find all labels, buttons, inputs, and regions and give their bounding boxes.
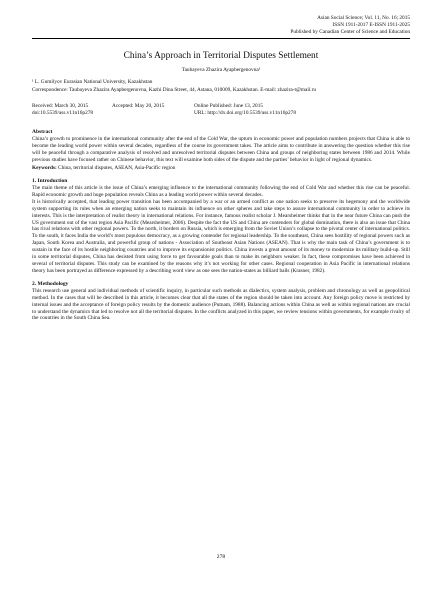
methodology-paragraph-1: This research use general and individual methods of scientific inquiry, in particular such methods as dialectics, system analysis, problem and chronology as well as geopolitical method. In the cases that will be described in this article, it becomes clear that all the states of the region should be taken into account. Any foreign policy move is restricted by internal issues and the acceptance of foreign policy results by the domestic audience (Putnam, 1988). Balancing actions within China as well as within regional nations are crucial to understand the dynamics that led to resolve not all the territorial disputes. In the conflicts analyzed in this paper, we review tensions within governments, for example rivalry of the countries in the South China Sea. — [32, 287, 410, 322]
journal-volume: Asian Social Science; Vol. 11, No. 16; 2015 — [317, 15, 410, 21]
journal-header — [32, 15, 410, 36]
abstract-heading: Abstract — [32, 129, 53, 136]
received-date: Received: March 30, 2015 — [32, 103, 89, 109]
publication-dates — [32, 103, 410, 117]
affiliation: ¹ L. Gumilyov Eurasian National University, Kazakhstan — [32, 79, 153, 85]
paper-title: China’s Approach in Territorial Disputes Settlement — [123, 51, 319, 61]
introduction-paragraph-2: It is historically accepted, that leading power transition has been accompanied by a war or an armed conflict as one nation seeks to preserve its hegemony and the worldwide system supporting its rules when an emerging nation seeks to maintain its influence on other spheres and take steps to assure international community in order to achieve its interests. This is the interpretation of realist theory in international relations. For instance, famous realist scholar J. Mearsheimer thinks that in the near future China can push the US government out of the vast region Asia Pacific (Mearsheimer, 2006). Despite the fact the US and China are contenders for global domination, there is also an issue that China has rival relations with other regional powers. To the north, it borders on Russia, which is emerging from the Soviet Union’s collapse to the pivotal center of international politics. To the south, it faces India the world’s most populous democracy, as a growing contender for regional leadership. To the southeast, China sees hostility of regional powers such as Japan, South Korea and Australia, and powerful group of nations - Association of Southeast Asian Nations (ASEAN). That is why the main task of China’s government is to sustain in the face of its hostile neighboring countries and to improve its expansionist politics. China invests a great amount of its money to modernize its military build-up. Still in some territorial disputes, China has desisted from using force to get favourable goals than to make its neighbors weaker. In fact, these compromises have been achieved in several of territorial disputes. This study can be examined by the reasons why it’s not working for other cases. Regional cooperation in Asia Pacific in international relations theory has been portrayed as difference expressed by a describing word view as one sees the nation-states as billiard balls (Krasner, 1982). — [32, 198, 410, 274]
keywords-label: Keywords: — [32, 165, 57, 172]
abstract-text: China’s growth to prominence in the international community after the end of the Cold War, the upturn in economic power and population numbers projects that China is able to become the leading world power within several decades, regardless of the course its government takes. The article aims to contribute in answering the question whether this rise will be peaceful through a comparative analysis of resolved and unresolved territorial disputes between China and groups of neighboring states between 1986 and 2014. While previous studies have focused rather on Chinese behavior, this text will examine both sides of the dispute and the parties’ behavior in light of regional dynamics. — [32, 136, 410, 164]
doi-url-link[interactable]: URL: http://dx.doi.org/10.5539/ass.v11n16p278 — [194, 110, 296, 117]
accepted-date: Accepted: May 20, 2015 — [112, 103, 165, 109]
introduction-paragraph-1: The main theme of this article is the issue of China’s emerging influence to the international community following the end of Cold War and whether this rise can be peaceful. Rapid economic growth and huge population reveals China as a leading world power within several decades. — [32, 185, 410, 198]
correspondence: Correspondence: Taubayeva Zhazira Ayapbergenovna, Kazhi Dina Street, 44, Astana, 010009, Kazakhstan. E-mail: zhazira-t@mail.ru — [32, 87, 317, 93]
author-name: Taubayeva Zhazira Ayapbergenovna¹ — [181, 67, 261, 73]
journal-issn: ISSN 1911-2017 E-ISSN 1911-2025 — [332, 22, 410, 28]
keywords-text: China, territorial disputes, ASEAN, Asia-Pacific region — [56, 165, 176, 172]
header-rule — [32, 38, 410, 39]
journal-publisher: Published by Canadian Center of Science and Education — [290, 29, 410, 35]
online-date: Online Published: June 13, 2015 — [194, 103, 264, 109]
doi-text: doi:10.5539/ass.v11n16p278 — [32, 110, 94, 117]
page-number: 278 — [216, 554, 226, 560]
keywords — [32, 165, 410, 172]
introduction-heading: 1. Introduction — [32, 178, 68, 185]
methodology-heading: 2. Methodology — [32, 280, 69, 287]
